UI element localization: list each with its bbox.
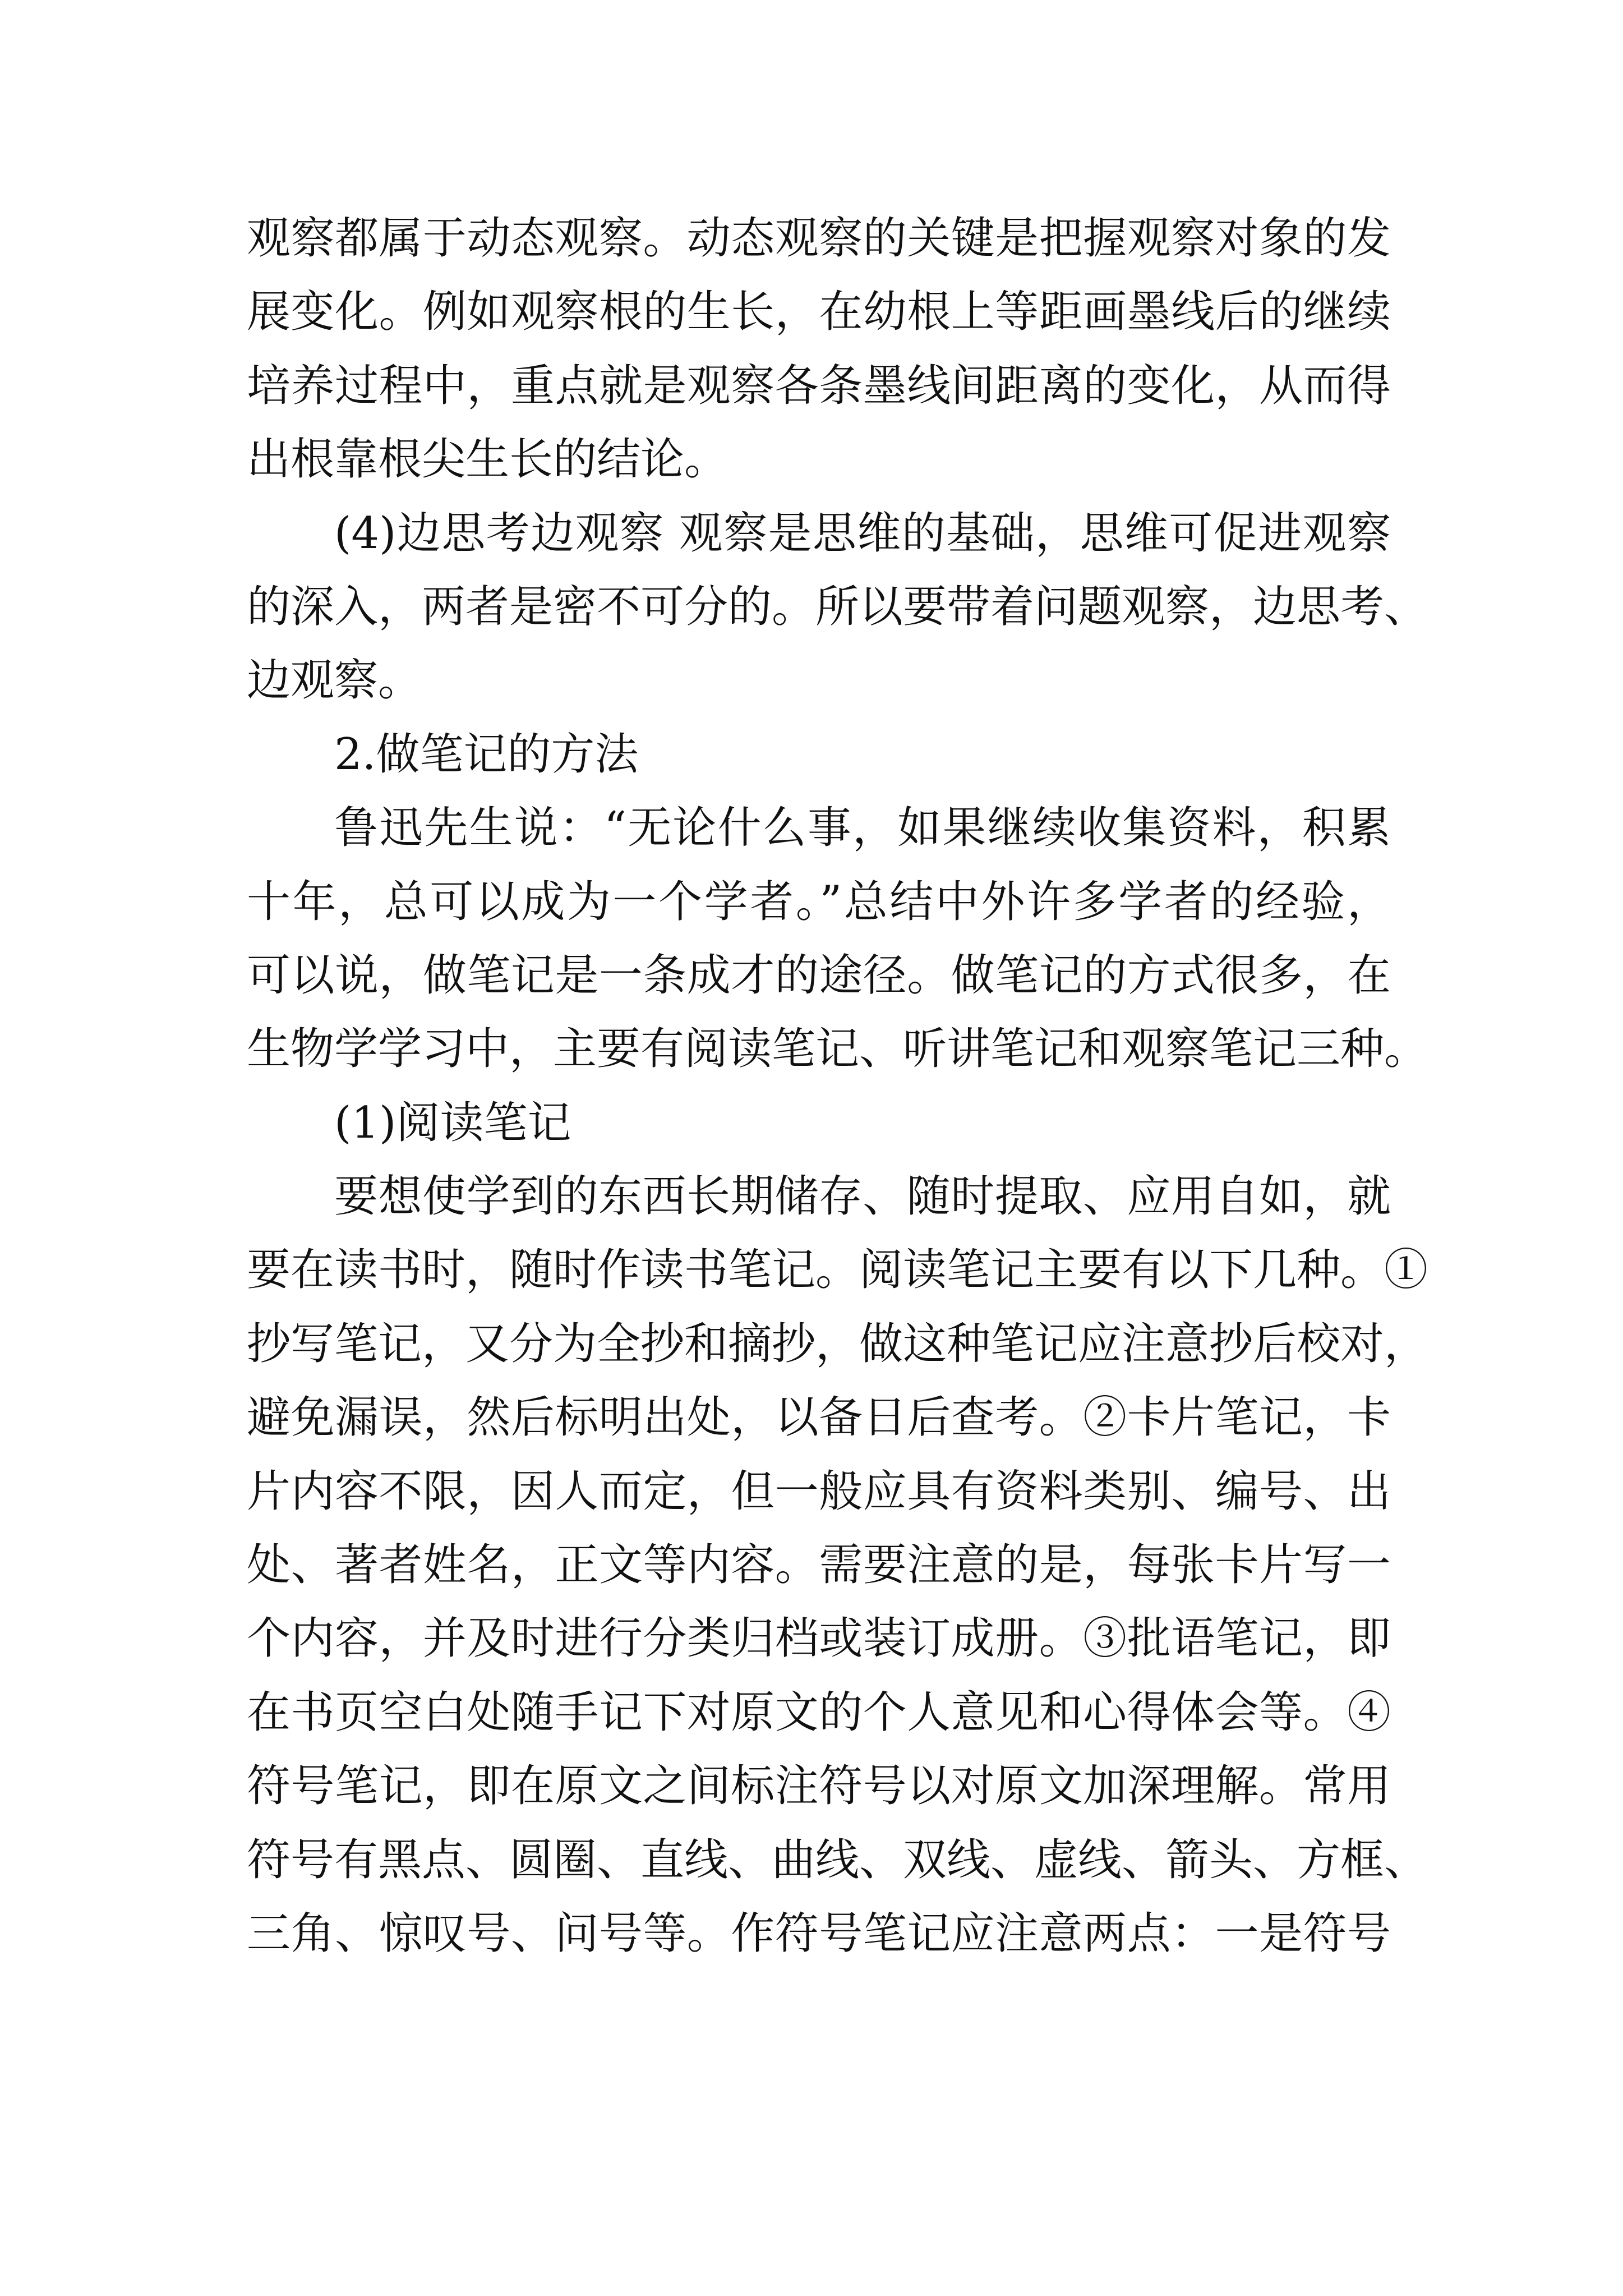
text-line: (4)边思考边观察 观察是思维的基础，思维可促进观察 — [334, 508, 1391, 559]
text-line: 生物学学习中，主要有阅读笔记、听讲笔记和观察笔记三种。 — [247, 1024, 1428, 1075]
text-line: 展变化。例如观察根的生长，在幼根上等距画墨线后的继续 — [247, 287, 1391, 338]
text-line: 符号有黑点、圆圈、直线、曲线、双线、虚线、箭头、方框、 — [247, 1834, 1428, 1885]
text-line: 要在读书时，随时作读书笔记。阅读笔记主要有以下几种。① — [247, 1245, 1428, 1296]
text-line: 片内容不限，因人而定，但一般应具有资料类别、编号、出 — [247, 1466, 1391, 1517]
text-line: 十年，总可以成为一个学者。”总结中外许多学者的经验， — [247, 876, 1391, 927]
text-line: 在书页空白处随手记下对原文的个人意见和心得体会等。④ — [247, 1687, 1391, 1738]
text-line: 出根靠根尖生长的结论。 — [247, 434, 728, 485]
text-line: 抄写笔记，又分为全抄和摘抄，做这种笔记应注意抄后校对， — [247, 1318, 1428, 1369]
text-line: 处、著者姓名，正文等内容。需要注意的是，每张卡片写一 — [247, 1540, 1391, 1591]
text-line: 可以说，做笔记是一条成才的途径。做笔记的方式很多，在 — [247, 950, 1391, 1001]
subsection-heading: (1)阅读笔记 — [334, 1097, 571, 1148]
body-text — [247, 202, 1428, 1971]
text-line: 三角、惊叹号、问号等。作符号笔记应注意两点：一是符号 — [247, 1908, 1391, 1959]
text-line: 观察都属于动态观察。动态观察的关键是把握观察对象的发 — [247, 213, 1391, 264]
text-line: 培养过程中，重点就是观察各条墨线间距离的变化，从而得 — [247, 360, 1391, 411]
text-line: 的深入，两者是密不可分的。所以要带着问题观察，边思考、 — [247, 581, 1428, 632]
text-line: 避免漏误，然后标明出处，以备日后查考。②卡片笔记，卡 — [247, 1392, 1391, 1443]
text-line: 边观察。 — [247, 655, 422, 706]
text-line: 符号笔记，即在原文之间标注符号以对原文加深理解。常用 — [247, 1761, 1391, 1812]
text-line: 个内容，并及时进行分类归档或装订成册。③批语笔记，即 — [247, 1613, 1391, 1664]
text-line: 鲁迅先生说：“无论什么事，如果继续收集资料，积累 — [334, 803, 1391, 854]
section-heading: 2.做笔记的方法 — [334, 729, 639, 780]
text-line: 要想使学到的东西长期储存、随时提取、应用自如，就 — [334, 1171, 1391, 1222]
